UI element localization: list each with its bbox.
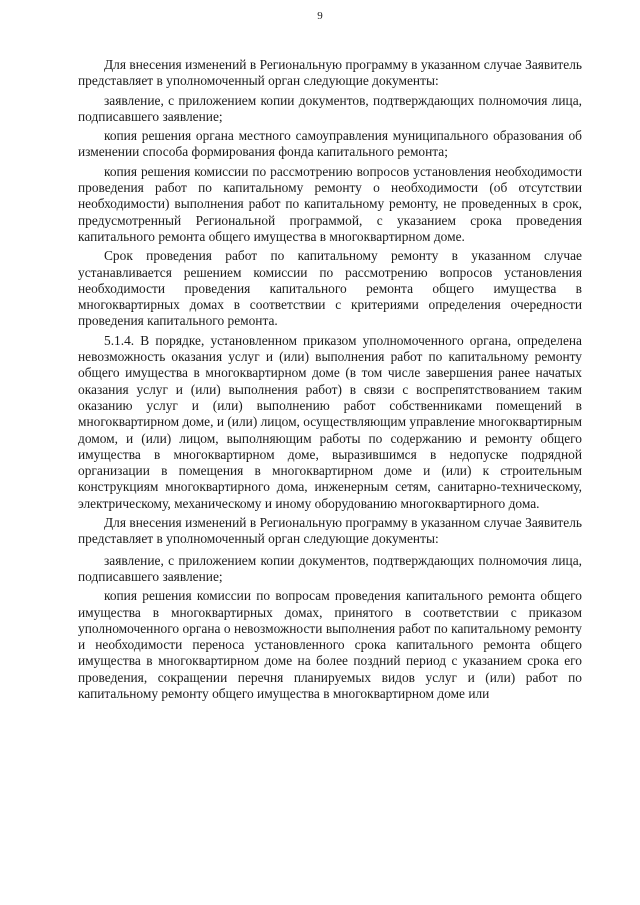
paragraph: заявление, с приложением копии документов, подтверждающих полномочия лица, подписавшего заявление; [78,92,582,124]
page-number: 9 [317,10,323,22]
paragraph: Для внесения изменений в Региональную программу в указанном случае Заявитель представляет в уполномоченный орган следующие документы: [78,515,582,547]
paragraph: копия решения органа местного самоуправления муниципального образования об изменении способа формирования фонда капитального ремонта; [78,128,582,160]
paragraph: 5.1.4. В порядке, установленном приказом уполномоченного органа, определена невозможность оказания услуг и (или) выполнения работ по капитальному ремонту общего имущества в многоквартирном доме (в том числе завершения ранее начатых оказания услуг и (или) выполнения работ) в связи с воспрепятствованием таким оказанию услуг и (или) выполнению работ собственниками помещений в многоквартирном доме, и (или) лицом, осуществляющим управление многоквартирным домом, и (или) лицом, выполняющим работы по содержанию и ремонту общего имущества в многоквартирном доме, выразившимся в недопуске подрядной организации в помещения в многоквартирном доме и (или) к строительным конструкциям многоквартирного дома, инженерным сетям, санитарно-техническому, электрическому, механическому и иному оборудованию многоквартирного дома. [78,332,582,511]
paragraph: копия решения комиссии по вопросам проведения капитального ремонта общего имущества в многоквартирных домах, принятого в соответствии с приказом уполномоченного органа о невозможности выполнения работ по капитальному ремонту и необходимости переноса установленного срока капитального ремонта общего имущества в многоквартирном доме на более поздний период с указанием срока его проведения, сокращении перечня планируемых видов услуг и (или) работ по капитальному ремонту общего имущества в многоквартирном доме или [78,588,582,701]
document-body [78,57,582,702]
paragraph: заявление, с приложением копии документов, подтверждающих полномочия лица, подписавшего заявление; [78,552,582,584]
paragraph: Для внесения изменений в Региональную программу в указанном случае Заявитель представляет в уполномоченный орган следующие документы: [78,57,582,89]
paragraph: копия решения комиссии по рассмотрению вопросов установления необходимости проведения работ по капитальному ремонту о необходимости (об отсутствии необходимости) выполнения работ по капитальному ремонту, не проведенных в срок, предусмотренный Региональной программой, с указанием срока проведения капитального ремонта общего имущества в многоквартирном доме. [78,163,582,244]
paragraph: Срок проведения работ по капитальному ремонту в указанном случае устанавливается решением комиссии по рассмотрению вопросов установления необходимости проведения капитального ремонта общего имущества в многоквартирных домах в соответствии с критериями определения очередности проведения капитального ремонта. [78,248,582,329]
